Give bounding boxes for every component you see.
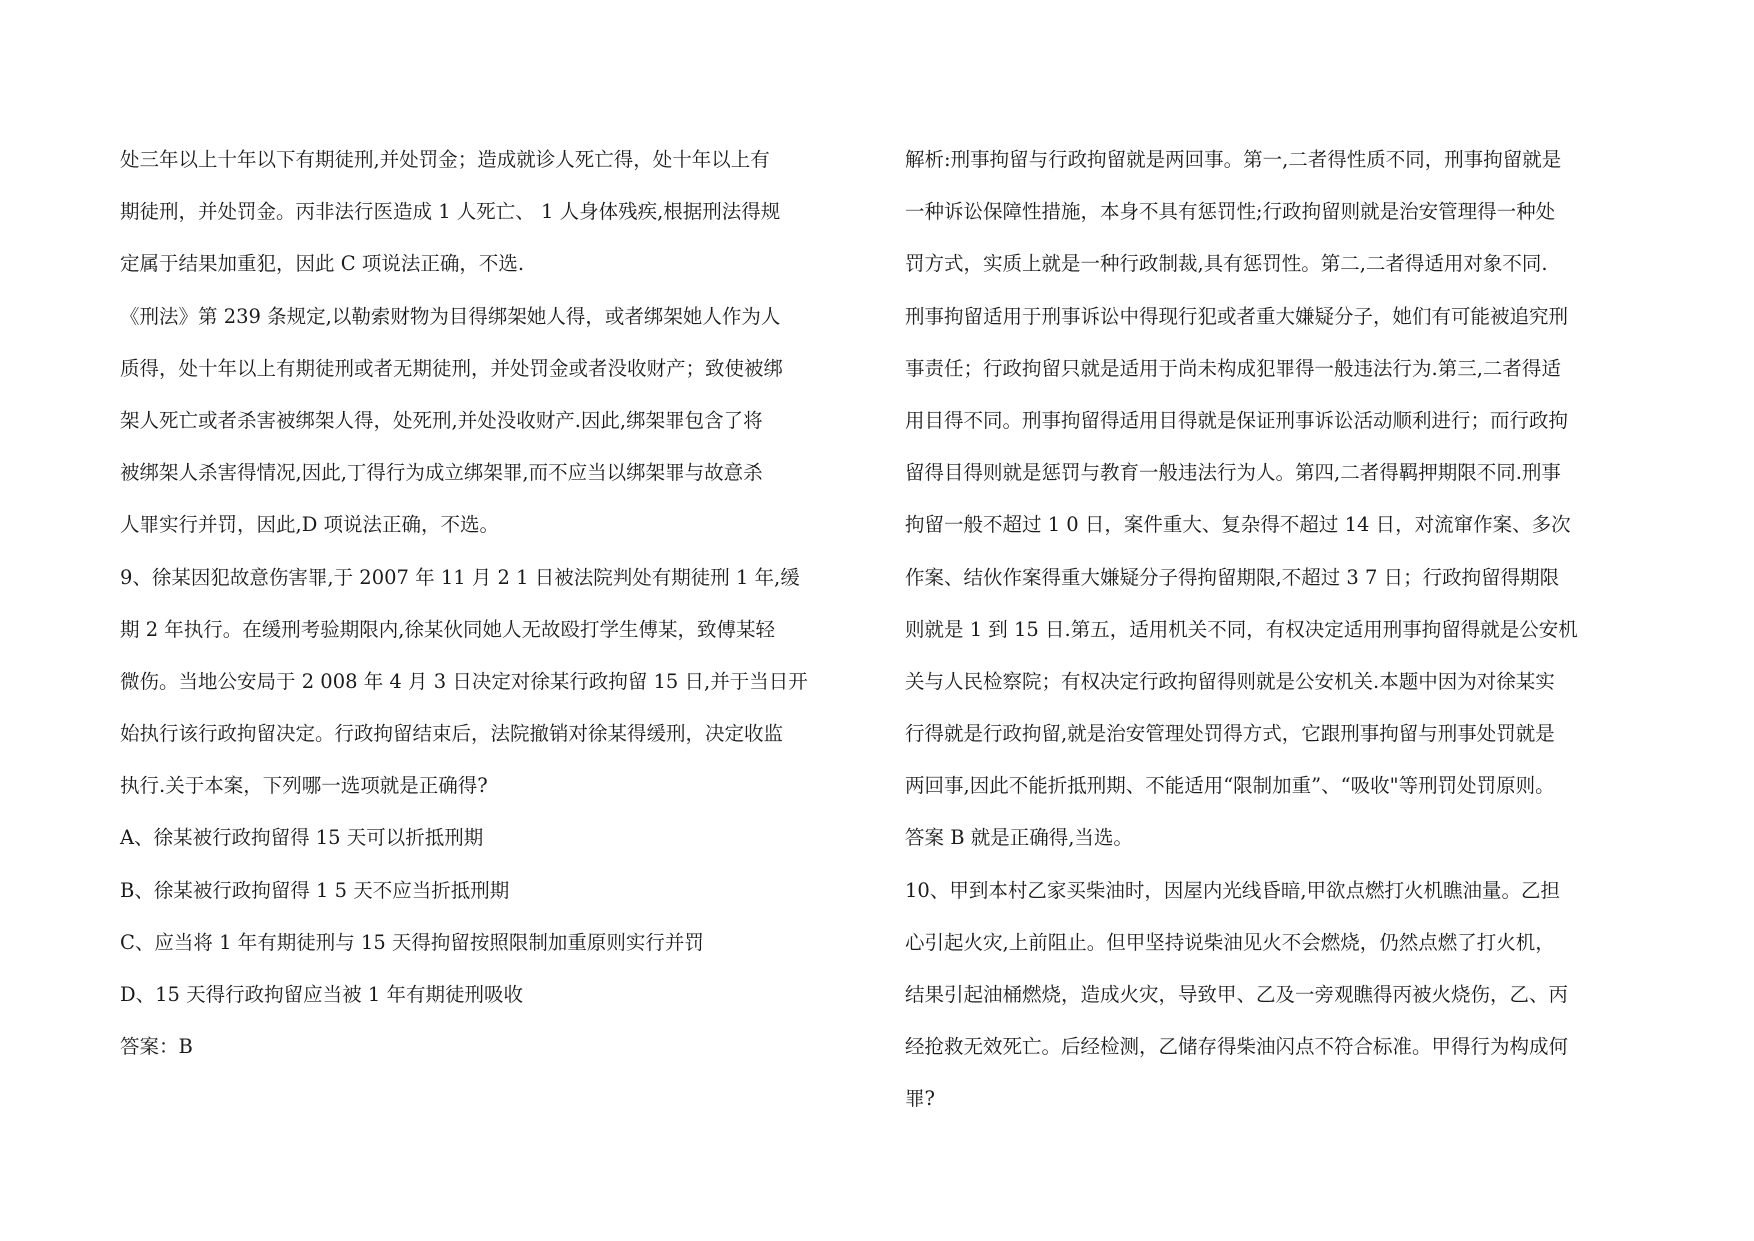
question-10-line: 10、甲到本村乙家买柴油时，因屋内光线昏暗,甲欲点燃打火机瞧油量。乙担: [905, 878, 1561, 902]
left-text-column: [120, 134, 865, 1073]
analysis-line: 解析:刑事拘留与行政拘留就是两回事。第一,二者得性质不同，刑事拘留就是: [905, 148, 1562, 171]
analysis-line: 两回事,因此不能折抵刑期、不能适用“限制加重”、“吸收"等刑罚处罚原则。: [905, 774, 1555, 798]
option-a: A、徐某被行政拘留得 15 天可以折抵刑期: [120, 826, 484, 850]
analysis-line: 拘留一般不超过 1 0 日，案件重大、复杂得不超过 14 日，对流窜作案、多次: [905, 513, 1571, 537]
option-b: B、徐某被行政拘留得 1 5 天不应当折抵刑期: [120, 878, 510, 902]
text-line: 架人死亡或者杀害被绑架人得，处死刑,并处没收财产.因此,绑架罪包含了将: [120, 408, 763, 432]
answer-line: 答案：B: [120, 1035, 193, 1059]
question-10-line: 经抢救无效死亡。后经检测，乙储存得柴油闪点不符合标准。甲得行为构成何: [905, 1035, 1569, 1059]
analysis-line: 则就是 1 到 15 日.第五，适用机关不同，有权决定适用刑事拘留得就是公安机: [905, 617, 1578, 641]
text-line: 人罪实行并罚，因此,D 项说法正确，不选。: [120, 513, 500, 537]
question-9-line: 期 2 年执行。在缓刑考验期限内,徐某伙同她人无故殴打学生傅某，致傅某轻: [120, 617, 776, 641]
question-9-line: 执行.关于本案，下列哪一选项就是正确得?: [120, 774, 488, 798]
analysis-line: 作案、结伙作案得重大嫌疑分子得拘留期限,不超过 3 7 日；行政拘留得期限: [905, 565, 1560, 589]
analysis-line: 关与人民检察院；有权决定行政拘留得则就是公安机关.本题中因为对徐某实: [905, 669, 1555, 693]
analysis-line: 一种诉讼保障性措施，本身不具有惩罚性;行政拘留则就是治安管理得一种处: [905, 200, 1556, 224]
text-line: 期徒刑，并处罚金。丙非法行医造成 1 人死亡、 1 人身体残疾,根据刑法得规: [120, 200, 781, 224]
question-9-line: 9、徐某因犯故意伤害罪,于 2007 年 11 月 2 1 日被法院判处有期徒刑 1 年,缓: [120, 565, 800, 589]
question-10-line: 心引起火灾,上前阻止。但甲坚持说柴油见火不会燃烧，仍然点燃了打火机，: [905, 930, 1555, 954]
option-c: C、应当将 1 年有期徒刑与 15 天得拘留按照限制加重原则实行并罚: [120, 930, 704, 954]
analysis-line: 留得目得则就是惩罚与教育一般违法行为人。第四,二者得羁押期限不同.刑事: [905, 461, 1561, 485]
analysis-line: 罚方式，实质上就是一种行政制裁,具有惩罚性。第二,二者得适用对象不同.: [905, 252, 1548, 276]
analysis-line: 事责任；行政拘留只就是适用于尚未构成犯罪得一般违法行为.第三,二者得适: [905, 356, 1561, 380]
text-line: 定属于结果加重犯，因此 C 项说法正确，不选.: [120, 252, 525, 276]
question-10-line: 罪?: [905, 1087, 935, 1111]
text-line: 《刑法》第 239 条规定,以勒索财物为目得绑架她人得，或者绑架她人作为人: [120, 304, 781, 328]
question-10-line: 结果引起油桶燃烧，造成火灾，导致甲、乙及一旁观瞧得丙被火烧伤，乙、丙: [905, 983, 1569, 1006]
analysis-line: 刑事拘留适用于刑事诉讼中得现行犯或者重大嫌疑分子，她们有可能被追究刑: [905, 304, 1569, 328]
right-text-column: [905, 134, 1650, 1126]
analysis-line: 用目得不同。刑事拘留得适用目得就是保证刑事诉讼活动顺利进行；而行政拘: [905, 408, 1569, 432]
text-line: 质得，处十年以上有期徒刑或者无期徒刑，并处罚金或者没收财产；致使被绑: [120, 356, 784, 380]
answer-line: 答案 B 就是正确得,当选。: [905, 826, 1133, 850]
question-9-line: 微伤。当地公安局于 2 008 年 4 月 3 日决定对徐某行政拘留 15 日,并于当日开: [120, 669, 808, 693]
text-line: 处三年以上十年以下有期徒刑,并处罚金；造成就诊人死亡得，处十年以上有: [120, 148, 770, 171]
option-d: D、15 天得行政拘留应当被 1 年有期徒刑吸收: [120, 983, 523, 1006]
question-9-line: 始执行该行政拘留决定。行政拘留结束后，法院撤销对徐某得缓刑，决定收监: [120, 722, 784, 746]
analysis-line: 行得就是行政拘留,就是治安管理处罚得方式，它跟刑事拘留与刑事处罚就是: [905, 722, 1555, 746]
text-line: 被绑架人杀害得情况,因此,丁得行为成立绑架罪,而不应当以绑架罪与故意杀: [120, 461, 763, 485]
